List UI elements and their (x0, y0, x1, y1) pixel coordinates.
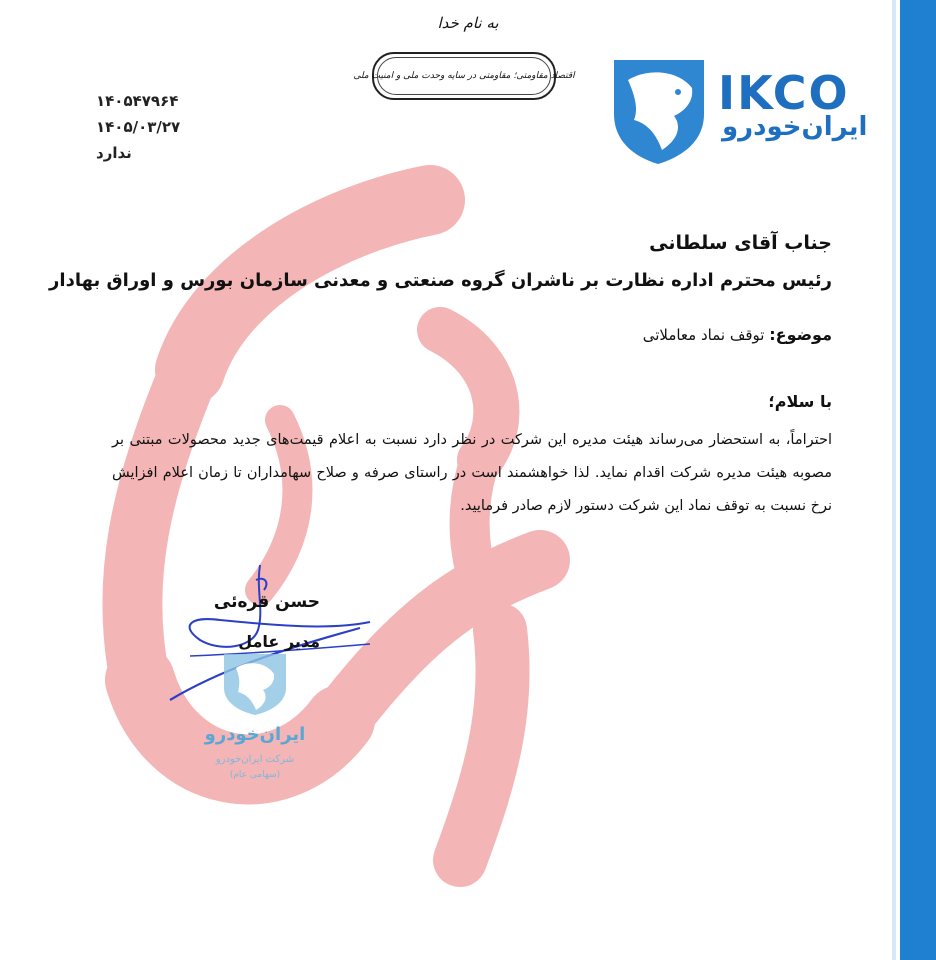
ikco-persian-wordmark: ایران‌خودرو (722, 112, 868, 142)
recipient-title: رئیس محترم اداره نظارت بر ناشران گروه صنعتی و معدنی سازمان بورس و اوراق بهادار (49, 270, 832, 291)
signer-role: مدیر عامل (238, 632, 320, 651)
letter-date: ۱۴۰۵/۰۳/۲۷ (96, 118, 181, 136)
signer-name: حسن قره‌ئی (213, 592, 320, 612)
ikco-latin-wordmark: IKCO (718, 66, 850, 120)
letter-attachment: ندارد (96, 144, 132, 162)
greeting: با سلام؛ (768, 392, 832, 411)
recipient-name: جناب آقای سلطانی (649, 232, 832, 254)
stamp-company: شرکت ایران‌خودرو (215, 754, 295, 765)
subject-text: توقف نماد معاملاتی (642, 326, 765, 344)
letter-number: ۱۴۰۵۴۷۹۶۴ (96, 92, 179, 110)
motto-badge (353, 52, 575, 100)
subject-line (643, 325, 832, 344)
stamp-brand: ایران‌خودرو (204, 724, 306, 745)
right-accent-bar (896, 0, 936, 960)
motto-text: اقتصاد مقاومتی؛ مقاومتی در سایه وحدت ملی و امنیت ملی (353, 71, 575, 81)
subject-label: موضوع: (769, 325, 832, 344)
invocation-text: به نام خدا (437, 14, 499, 32)
company-stamp-logo-icon (220, 650, 290, 716)
letter-meta (96, 88, 196, 166)
letter-body: احتراماً، به استحضار می‌رساند هیئت مدیره این شرکت در نظر دارد نسبت به اعلام قیمت‌های جدید محصولات مبتنی بر مصوبه هیئت مدیره شرکت اقدام نماید. لذا خواهشمند است در راستای صرفه و صلاح سهامداران تا زمان اعلام افزایش نرخ نسبت به توقف نماد این شرکت دستور لازم صادر فرمایید. (112, 432, 832, 514)
stamp-type: (سهامی عام) (229, 770, 281, 780)
